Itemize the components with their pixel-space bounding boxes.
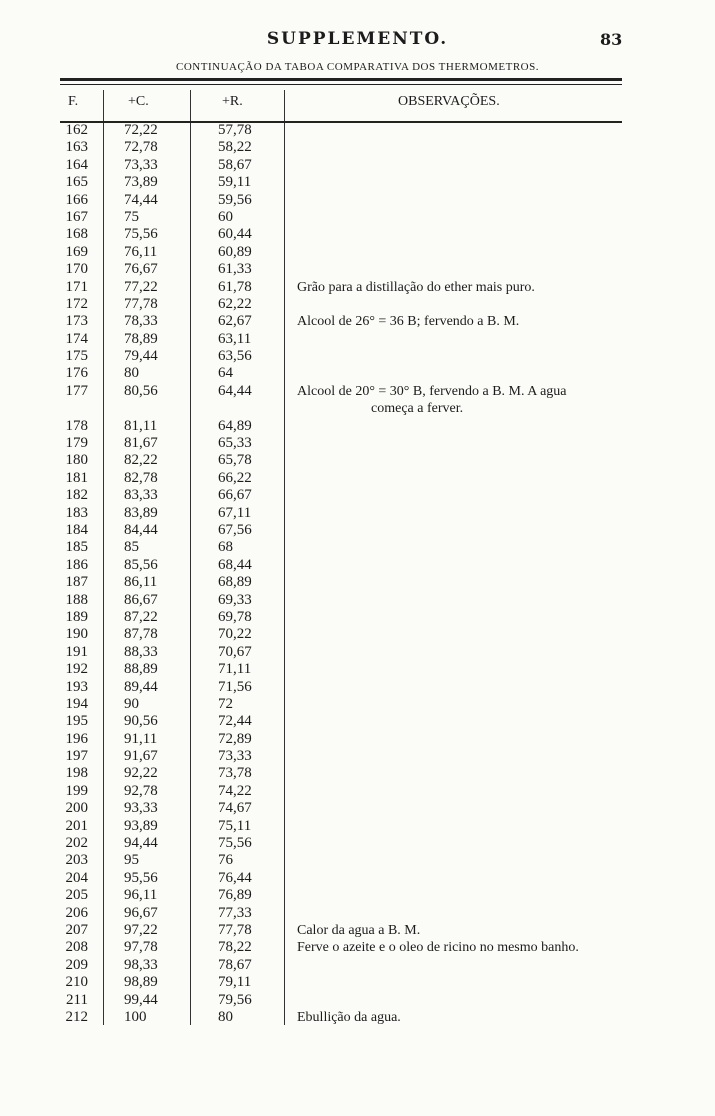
column-header-c: +C. (128, 94, 149, 109)
fahrenheit-cell: 171 (65, 278, 88, 295)
table-row (0, 574, 715, 591)
reaumur-cell: 66,22 (218, 469, 252, 486)
fahrenheit-cell: 184 (65, 522, 88, 538)
fahrenheit-cell: 191 (65, 643, 88, 660)
celsius-cell: 93,89 (124, 817, 158, 834)
fahrenheit-cell: 180 (65, 452, 88, 469)
table-row (0, 331, 715, 348)
reaumur-cell: 73,78 (218, 765, 252, 782)
celsius-cell: 100 (124, 1008, 147, 1025)
celsius-cell: 92,78 (124, 782, 158, 799)
reaumur-cell: 58,67 (218, 156, 252, 173)
table-row (0, 435, 715, 452)
fahrenheit-cell: 211 (66, 991, 88, 1008)
reaumur-cell: 70,67 (218, 643, 252, 660)
celsius-cell: 96,67 (124, 904, 158, 921)
fahrenheit-cell: 203 (65, 852, 88, 869)
fahrenheit-cell: 212 (65, 1008, 88, 1025)
fahrenheit-cell: 189 (65, 608, 88, 625)
celsius-cell: 90 (124, 695, 139, 712)
celsius-cell: 85,56 (124, 556, 158, 573)
observation-text: Ferve o azeite e o oleo de ricino no mesmo banho. (297, 940, 579, 956)
celsius-cell: 87,78 (124, 626, 158, 643)
fahrenheit-cell: 206 (65, 904, 88, 921)
fahrenheit-cell: 176 (65, 365, 88, 382)
fahrenheit-cell: 167 (65, 208, 88, 225)
celsius-cell: 83,33 (124, 487, 158, 504)
fahrenheit-cell: 198 (65, 765, 88, 782)
reaumur-cell: 76 (218, 852, 233, 869)
observation-cell (297, 279, 632, 296)
reaumur-cell: 77,33 (218, 904, 252, 921)
fahrenheit-cell: 170 (65, 261, 88, 278)
fahrenheit-cell: 163 (65, 139, 88, 156)
table-row (0, 818, 715, 835)
thermometer-table (0, 122, 715, 1026)
table-row (0, 418, 715, 435)
observation-text: Grão para a distillação do ether mais puro. (297, 279, 535, 295)
reaumur-cell: 65,78 (218, 452, 252, 469)
fahrenheit-cell: 194 (65, 695, 88, 712)
celsius-cell: 99,44 (124, 991, 158, 1008)
celsius-cell: 80,56 (124, 382, 158, 399)
reaumur-cell: 62,22 (218, 295, 252, 312)
celsius-cell: 93,33 (124, 800, 158, 817)
table-row (0, 209, 715, 226)
celsius-cell: 73,89 (124, 174, 158, 191)
reaumur-cell: 64,89 (218, 417, 252, 434)
observation-text: Calor da agua a B. M. (297, 922, 421, 938)
fahrenheit-cell: 177 (65, 382, 88, 399)
observation-continuation: começa a ferver. (371, 400, 464, 416)
table-row (0, 296, 715, 313)
top-rule-thin (60, 84, 622, 85)
table-row (0, 192, 715, 209)
fahrenheit-cell: 179 (65, 435, 88, 452)
celsius-cell: 87,22 (124, 608, 158, 625)
observation-text: Alcool de 20° = 30° B, fervendo a B. M. A agua (297, 383, 567, 399)
reaumur-cell: 80 (218, 1008, 233, 1025)
table-row (0, 974, 715, 991)
reaumur-cell: 63,11 (218, 330, 252, 347)
table-row (0, 661, 715, 678)
reaumur-cell: 63,56 (218, 348, 252, 365)
celsius-cell: 97,22 (124, 921, 158, 938)
reaumur-cell: 75,11 (218, 817, 252, 834)
fahrenheit-cell: 169 (65, 243, 88, 260)
celsius-cell: 82,78 (124, 469, 158, 486)
celsius-cell: 86,67 (124, 591, 158, 608)
reaumur-cell: 72 (218, 695, 233, 712)
observation-cell (297, 383, 632, 417)
fahrenheit-cell: 197 (65, 748, 88, 765)
page-number: 83 (600, 30, 623, 49)
table-row (0, 174, 715, 191)
table-row (0, 261, 715, 278)
reaumur-cell: 60 (218, 208, 233, 225)
table-row (0, 157, 715, 174)
fahrenheit-cell: 202 (65, 835, 88, 852)
reaumur-cell: 68,89 (218, 574, 252, 591)
celsius-cell: 94,44 (124, 835, 158, 852)
celsius-cell: 78,33 (124, 313, 158, 330)
reaumur-cell: 60,89 (218, 243, 252, 260)
table-row (0, 939, 715, 956)
fahrenheit-cell: 204 (65, 869, 88, 886)
celsius-cell: 82,22 (124, 452, 158, 469)
reaumur-cell: 71,56 (218, 678, 252, 695)
table-row (0, 522, 715, 539)
reaumur-cell: 69,78 (218, 608, 252, 625)
celsius-cell: 73,33 (124, 156, 158, 173)
reaumur-cell: 67,56 (218, 522, 252, 538)
fahrenheit-cell: 186 (65, 556, 88, 573)
celsius-cell: 84,44 (124, 522, 158, 538)
celsius-cell: 86,11 (124, 574, 158, 591)
celsius-cell: 75,56 (124, 226, 158, 243)
celsius-cell: 91,67 (124, 748, 158, 765)
reaumur-cell: 76,89 (218, 887, 252, 904)
celsius-cell: 77,78 (124, 295, 158, 312)
fahrenheit-cell: 183 (65, 504, 88, 521)
fahrenheit-cell: 174 (65, 330, 88, 347)
celsius-cell: 75 (124, 208, 139, 225)
table-subtitle: CONTINUAÇÃO DA TABOA COMPARATIVA DOS THERMOMETROS. (176, 61, 539, 73)
table-row (0, 835, 715, 852)
reaumur-cell: 61,33 (218, 261, 252, 278)
fahrenheit-cell: 193 (65, 678, 88, 695)
fahrenheit-cell: 162 (65, 122, 88, 138)
column-header-r: +R. (222, 94, 243, 109)
reaumur-cell: 74,22 (218, 782, 252, 799)
fahrenheit-cell: 182 (65, 487, 88, 504)
table-row (0, 748, 715, 765)
reaumur-cell: 75,56 (218, 835, 252, 852)
reaumur-cell: 60,44 (218, 226, 252, 243)
celsius-cell: 85 (124, 539, 139, 556)
fahrenheit-cell: 196 (65, 730, 88, 747)
fahrenheit-cell: 181 (65, 469, 88, 486)
column-header-observacoes: OBSERVAÇÕES. (398, 94, 500, 109)
fahrenheit-cell: 205 (65, 887, 88, 904)
reaumur-cell: 78,67 (218, 956, 252, 973)
fahrenheit-cell: 207 (65, 921, 88, 938)
table-row (0, 992, 715, 1009)
reaumur-cell: 67,11 (218, 504, 252, 521)
observation-text: Ebullição da agua. (297, 1009, 401, 1025)
table-row (0, 592, 715, 609)
reaumur-cell: 66,67 (218, 487, 252, 504)
table-row (0, 470, 715, 487)
celsius-cell: 79,44 (124, 348, 158, 365)
observation-text: Alcool de 26° = 36 B; fervendo a B. M. (297, 314, 520, 330)
column-header-f: F. (68, 94, 79, 109)
celsius-cell: 77,22 (124, 278, 158, 295)
fahrenheit-cell: 166 (65, 191, 88, 208)
table-row (0, 696, 715, 713)
fahrenheit-cell: 168 (65, 226, 88, 243)
reaumur-cell: 72,89 (218, 730, 252, 747)
table-row (0, 626, 715, 643)
table-row (0, 609, 715, 626)
table-row (0, 539, 715, 556)
table-row (0, 783, 715, 800)
celsius-cell: 91,11 (124, 730, 158, 747)
reaumur-cell: 76,44 (218, 869, 252, 886)
table-row (0, 557, 715, 574)
fahrenheit-cell: 173 (65, 313, 88, 330)
observation-cell (297, 313, 632, 330)
fahrenheit-cell: 172 (65, 295, 88, 312)
fahrenheit-cell: 187 (65, 574, 88, 591)
fahrenheit-cell: 192 (65, 661, 88, 678)
fahrenheit-cell: 175 (65, 348, 88, 365)
celsius-cell: 98,33 (124, 956, 158, 973)
celsius-cell: 88,89 (124, 661, 158, 678)
reaumur-cell: 79,56 (218, 991, 252, 1008)
table-row (0, 313, 715, 330)
table-row (0, 383, 715, 418)
table-row (0, 731, 715, 748)
reaumur-cell: 73,33 (218, 748, 252, 765)
table-row (0, 922, 715, 939)
fahrenheit-cell: 200 (65, 800, 88, 817)
table-row (0, 905, 715, 922)
reaumur-cell: 65,33 (218, 435, 252, 452)
table-row (0, 765, 715, 782)
top-rule-thick (60, 78, 622, 81)
table-row (0, 226, 715, 243)
reaumur-cell: 78,22 (218, 939, 252, 956)
fahrenheit-cell: 165 (65, 174, 88, 191)
table-row (0, 139, 715, 156)
fahrenheit-cell: 208 (65, 939, 88, 956)
reaumur-cell: 64,44 (218, 382, 252, 399)
table-row (0, 852, 715, 869)
fahrenheit-cell: 201 (65, 817, 88, 834)
reaumur-cell: 57,78 (218, 122, 252, 138)
fahrenheit-cell: 199 (65, 782, 88, 799)
table-row (0, 452, 715, 469)
celsius-cell: 96,11 (124, 887, 158, 904)
celsius-cell: 95 (124, 852, 139, 869)
reaumur-cell: 71,11 (218, 661, 252, 678)
reaumur-cell: 68 (218, 539, 233, 556)
celsius-cell: 88,33 (124, 643, 158, 660)
table-row (0, 505, 715, 522)
reaumur-cell: 59,56 (218, 191, 252, 208)
observation-cell (297, 922, 632, 939)
fahrenheit-cell: 210 (65, 974, 88, 991)
table-row (0, 122, 715, 139)
celsius-cell: 72,22 (124, 122, 158, 138)
table-row (0, 713, 715, 730)
table-row (0, 679, 715, 696)
reaumur-cell: 58,22 (218, 139, 252, 156)
reaumur-cell: 69,33 (218, 591, 252, 608)
reaumur-cell: 68,44 (218, 556, 252, 573)
reaumur-cell: 64 (218, 365, 233, 382)
table-row (0, 870, 715, 887)
celsius-cell: 90,56 (124, 713, 158, 730)
reaumur-cell: 61,78 (218, 278, 252, 295)
table-row (0, 244, 715, 261)
reaumur-cell: 70,22 (218, 626, 252, 643)
celsius-cell: 74,44 (124, 191, 158, 208)
celsius-cell: 83,89 (124, 504, 158, 521)
celsius-cell: 78,89 (124, 330, 158, 347)
celsius-cell: 81,67 (124, 435, 158, 452)
fahrenheit-cell: 185 (65, 539, 88, 556)
table-row (0, 887, 715, 904)
celsius-cell: 98,89 (124, 974, 158, 991)
page-title: SUPPLEMENTO. (266, 29, 449, 49)
celsius-cell: 72,78 (124, 139, 158, 156)
table-row (0, 487, 715, 504)
celsius-cell: 80 (124, 365, 139, 382)
observation-cell (297, 1009, 632, 1026)
reaumur-cell: 72,44 (218, 713, 252, 730)
fahrenheit-cell: 188 (65, 591, 88, 608)
table-row (0, 957, 715, 974)
observation-cell (297, 939, 632, 956)
reaumur-cell: 74,67 (218, 800, 252, 817)
table-row (0, 1009, 715, 1026)
fahrenheit-cell: 195 (65, 713, 88, 730)
fahrenheit-cell: 164 (65, 156, 88, 173)
reaumur-cell: 62,67 (218, 313, 252, 330)
table-row (0, 644, 715, 661)
reaumur-cell: 77,78 (218, 921, 252, 938)
fahrenheit-cell: 178 (65, 417, 88, 434)
celsius-cell: 76,67 (124, 261, 158, 278)
reaumur-cell: 79,11 (218, 974, 252, 991)
table-row (0, 365, 715, 382)
celsius-cell: 97,78 (124, 939, 158, 956)
reaumur-cell: 59,11 (218, 174, 252, 191)
fahrenheit-cell: 190 (65, 626, 88, 643)
fahrenheit-cell: 209 (65, 956, 88, 973)
celsius-cell: 95,56 (124, 869, 158, 886)
celsius-cell: 92,22 (124, 765, 158, 782)
table-row (0, 800, 715, 817)
table-row (0, 279, 715, 296)
celsius-cell: 76,11 (124, 243, 158, 260)
table-row (0, 348, 715, 365)
celsius-cell: 89,44 (124, 678, 158, 695)
celsius-cell: 81,11 (124, 417, 158, 434)
